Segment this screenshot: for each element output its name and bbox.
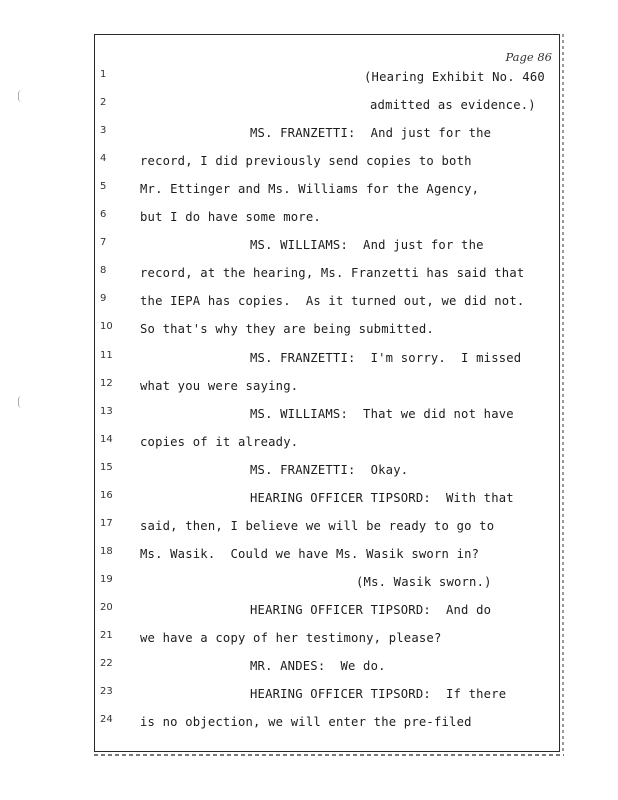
line-number: 11 — [100, 350, 113, 361]
line-number: 6 — [100, 209, 107, 220]
transcript-line: MS. WILLIAMS: And just for the — [250, 238, 484, 252]
line-number: 19 — [100, 574, 113, 585]
line-number: 17 — [100, 518, 113, 529]
line-number: 7 — [100, 237, 107, 248]
transcript-line: HEARING OFFICER TIPSORD: And do — [250, 603, 492, 617]
line-number: 23 — [100, 686, 113, 697]
transcript-line: (Ms. Wasik sworn.) — [356, 575, 492, 589]
transcript-line: record, I did previously send copies to both — [140, 154, 472, 168]
transcript-line: Ms. Wasik. Could we have Ms. Wasik sworn in? — [140, 547, 480, 561]
line-number: 16 — [100, 490, 113, 501]
transcript-line: admitted as evidence.) — [370, 98, 536, 112]
transcript-line: HEARING OFFICER TIPSORD: With that — [250, 491, 514, 505]
line-number: 3 — [100, 125, 107, 136]
line-number: 5 — [100, 181, 107, 192]
transcript-line: but I do have some more. — [140, 210, 321, 224]
line-number: 18 — [100, 546, 113, 557]
page-number: Page 86 — [505, 50, 552, 64]
line-number: 4 — [100, 153, 107, 164]
transcript-line: we have a copy of her testimony, please? — [140, 631, 442, 645]
line-number: 9 — [100, 293, 107, 304]
line-number: 2 — [100, 97, 107, 108]
transcript-line: said, then, I believe we will be ready to go to — [140, 519, 495, 533]
transcript-line: (Hearing Exhibit No. 460 — [364, 70, 545, 84]
line-number: 21 — [100, 630, 113, 641]
line-number: 15 — [100, 462, 113, 473]
line-number: 10 — [100, 321, 113, 332]
transcript-line: record, at the hearing, Ms. Franzetti has said that — [140, 266, 525, 280]
page-edge-right — [562, 34, 564, 754]
transcript-line: MS. WILLIAMS: That we did not have — [250, 407, 514, 421]
transcript-line: MS. FRANZETTI: Okay. — [250, 463, 409, 477]
line-number: 14 — [100, 434, 113, 445]
transcript-line: MS. FRANZETTI: And just for the — [250, 126, 492, 140]
transcript-line: the IEPA has copies. As it turned out, we did not. — [140, 294, 525, 308]
page-edge-bottom — [94, 754, 564, 756]
line-number: 12 — [100, 378, 113, 389]
punch-hole-mark — [18, 90, 25, 102]
line-number: 22 — [100, 658, 113, 669]
transcript-line: Mr. Ettinger and Ms. Williams for the Agency, — [140, 182, 480, 196]
punch-hole-mark — [18, 396, 25, 408]
line-number: 1 — [100, 69, 107, 80]
transcript-line: HEARING OFFICER TIPSORD: If there — [250, 687, 507, 701]
transcript-line: MR. ANDES: We do. — [250, 659, 386, 673]
transcript-line: is no objection, we will enter the pre-filed — [140, 715, 472, 729]
line-number: 24 — [100, 714, 113, 725]
transcript-line: MS. FRANZETTI: I'm sorry. I missed — [250, 351, 522, 365]
line-number: 13 — [100, 406, 113, 417]
transcript-line: what you were saying. — [140, 379, 299, 393]
transcript-line: So that's why they are being submitted. — [140, 322, 434, 336]
transcript-line: copies of it already. — [140, 435, 299, 449]
line-number: 20 — [100, 602, 113, 613]
line-number: 8 — [100, 265, 107, 276]
